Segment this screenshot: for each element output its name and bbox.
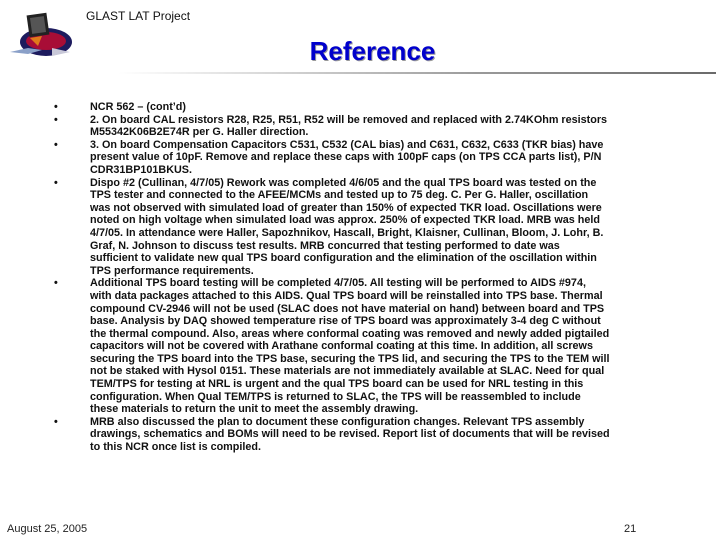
bullet-marker: • bbox=[54, 277, 58, 290]
bullet-text: NCR 562 – (cont’d) bbox=[90, 101, 186, 113]
bullet-marker: • bbox=[54, 113, 58, 126]
bullet-list bbox=[54, 101, 674, 454]
bullet-item bbox=[54, 114, 674, 139]
bullet-item bbox=[54, 416, 674, 454]
bullet-item bbox=[54, 139, 674, 177]
bullet-marker: • bbox=[54, 176, 58, 189]
project-name: GLAST LAT Project bbox=[86, 9, 191, 23]
bullet-item bbox=[54, 101, 674, 114]
bullet-text: 3. On board Compensation Capacitors C531, C532 (CAL bias) and C631, C632, C633 (TKR bias) have present value of 10pF. Remove and replace these caps with 100pF caps (on TPS CCA parts list), P/N CDR31BP101BKUS. bbox=[90, 138, 604, 176]
bullet-text: Dispo #2 (Cullinan, 4/7/05) Rework was completed 4/6/05 and the qual TPS board was tested on the TPS tester and connected to the AFEE/MCMs and tested up to 75 deg. C. Per G. Haller, oscillation was not observed with simulated load of greater than 150% of expected TKR load. Oscillations were noted on high voltage when simulated load was approx. 250% of expected TKR load. MRB was held 4/7/05. In attendance were Haller, Sapozhnikov, Hascall, Bright, Klaisner, Cullinan, Bloom, J. Lohr, B. Graf, N. Johnson to discuss test results. MRB concurred that testing performed to date was sufficient to validate new qual TPS board configuration and the elimination of the oscillation within TPS performance requirements. bbox=[90, 176, 604, 277]
bullet-item bbox=[54, 277, 674, 416]
bullet-marker: • bbox=[54, 101, 58, 113]
page-number: 21 bbox=[624, 523, 637, 535]
bullet-marker: • bbox=[54, 415, 58, 428]
title-divider bbox=[118, 72, 716, 74]
bullet-text: Additional TPS board testing will be completed 4/7/05. All testing will be performed to AIDS #974, with data packages attached to this AIDS. Qual TPS board will be reinstalled into TPS base. Thermal compound CV-2946 will not be used (SLAC does not have material on hand) between board and TPS base. Analysis by DAQ showed temperature rise of TPS board was approximately 3-4 deg C without the thermal compound. Also, areas where conformal coating was removed and newly added pigtailed capacitors will not be covered with Arathane conformal coating at this time. In addition, all screws securing the TPS board into the TPS base, securing the TPS lid, and securing the TPS to the TEM will not be staked with Hysol 0151. These materials are not immediately available at SLAC. Need for qual TEM/TPS for testing at NRL is urgent and the qual TPS board can be used for NRL testing in this configuration. When Qual TEM/TPS is returned to SLAC, the TPS will be reassembled to include these materials to return the unit to meet the assembly drawing. bbox=[90, 277, 610, 416]
bullet-text: MRB also discussed the plan to document these configuration changes. Relevant TPS assembly drawings, schematics and BOMs will need to be revised. Report list of documents that will be revised to this NCR once list is compiled. bbox=[90, 415, 610, 454]
bullet-text: 2. On board CAL resistors R28, R25, R51, R52 will be removed and replaced with 2.74KOhm resistors M55342K06B2E74R per G. Haller direction. bbox=[90, 113, 608, 139]
bullet-marker: • bbox=[54, 138, 58, 151]
slide-title: Reference bbox=[309, 36, 436, 66]
footer-date: August 25, 2005 bbox=[7, 523, 88, 535]
bullet-item bbox=[54, 177, 674, 278]
